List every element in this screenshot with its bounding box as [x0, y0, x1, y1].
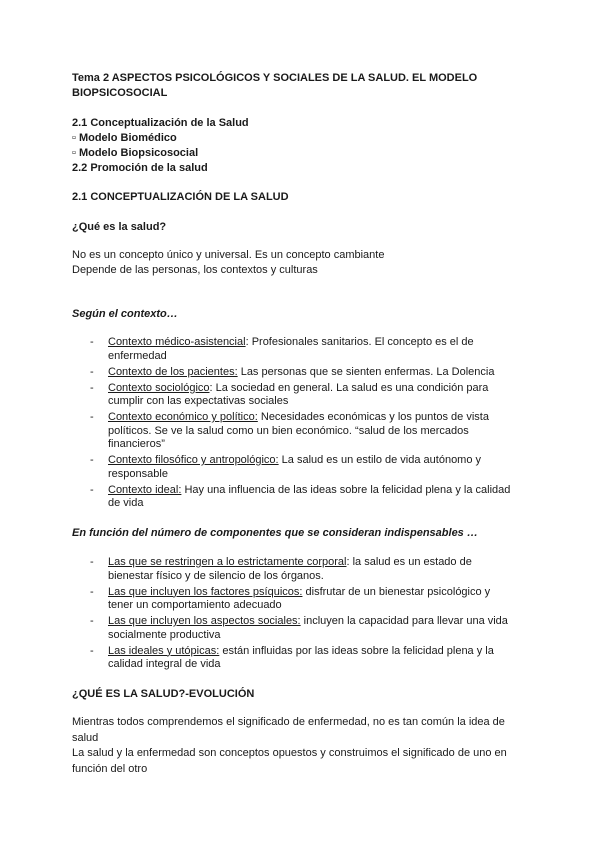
list-item: [72, 615, 512, 642]
dash-bullet: -: [90, 556, 94, 568]
question-heading: ¿Qué es la salud?: [72, 221, 167, 233]
item-text: : La sociedad en general. La salud es una condición para cumplir con las expectativas sociales: [108, 381, 489, 407]
list-item: [72, 411, 512, 452]
item-label: Las que se restringen a lo estrictamente corporal: [108, 556, 347, 568]
item-label: Las ideales y utópicas:: [108, 644, 220, 657]
list-item: [72, 556, 512, 583]
list-item: [72, 484, 512, 511]
item-text: La salud es un estilo de vida autónomo y responsable: [108, 454, 482, 480]
evolution-heading: ¿QUÉ ES LA SALUD?-EVOLUCIÓN: [72, 688, 255, 700]
dash-bullet: -: [90, 483, 94, 496]
item-label: Las que incluyen los factores psíquicos:: [108, 585, 303, 598]
dash-bullet: -: [90, 381, 94, 394]
item-label: Las que incluyen los aspectos sociales:: [108, 615, 301, 627]
item-text: : la salud es un estado de bienestar físico y de silencio de los órganos.: [108, 556, 472, 582]
toc-item: 2.1 Conceptualización de la Salud: [72, 117, 249, 129]
dash-bullet: -: [90, 615, 94, 627]
section-heading: 2.1 CONCEPTUALIZACIÓN DE LA SALUD: [72, 191, 289, 203]
item-label: Contexto de los pacientes:: [108, 365, 238, 378]
item-text: están influidas por las ideas sobre la felicidad plena y la calidad integral de vida: [108, 644, 494, 670]
toc-item: ▫ Modelo Biomédico: [72, 132, 177, 144]
evolution-line: Mientras todos comprendemos el significado de enfermedad, no es tan común la idea de salud: [72, 716, 505, 744]
list-item: [72, 586, 512, 613]
item-text: disfrutar de un bienestar psicológico y tener un comportamiento adecuado: [108, 585, 491, 611]
context-heading: Según el contexto…: [72, 308, 178, 320]
intro-line: Depende de las personas, los contextos y culturas: [72, 264, 318, 276]
list-item: [72, 366, 512, 380]
components-list: [72, 556, 512, 674]
toc-item: 2.2 Promoción de la salud: [72, 162, 208, 174]
list-item: [72, 336, 512, 363]
list-item: [72, 645, 512, 672]
item-text: Hay una influencia de las ideas sobre la felicidad plena y la calidad de vida: [108, 483, 511, 509]
intro-line: No es un concepto único y universal. Es un concepto cambiante: [72, 249, 385, 261]
item-label: Contexto económico y político:: [108, 411, 258, 423]
item-text: : Profesionales sanitarios. El concepto es el de enfermedad: [108, 336, 474, 362]
intro-paragraph: [72, 248, 528, 278]
table-of-contents: [72, 116, 528, 176]
item-label: Contexto filosófico y antropológico:: [108, 454, 279, 466]
item-text: incluyen la capacidad para llevar una vida socialmente productiva: [108, 615, 508, 641]
list-item: [72, 382, 512, 409]
item-label: Contexto sociológico: [108, 381, 210, 394]
item-label: Contexto ideal:: [108, 483, 182, 496]
dash-bullet: -: [90, 365, 94, 378]
dash-bullet: -: [90, 454, 94, 466]
dash-bullet: -: [90, 411, 94, 423]
list-item: [72, 454, 512, 481]
evolution-paragraph: [72, 715, 528, 777]
dash-bullet: -: [90, 644, 94, 657]
document-title: Tema 2 ASPECTOS PSICOLÓGICOS Y SOCIALES DE LA SALUD. EL MODELO BIOPSICOSOCIAL: [72, 72, 478, 99]
context-list: [72, 336, 512, 513]
toc-item: ▫ Modelo Biopsicosocial: [72, 147, 199, 159]
dash-bullet: -: [90, 336, 94, 348]
evolution-line: La salud y la enfermedad son conceptos opuestos y construimos el significado de uno en función del otro: [72, 747, 507, 775]
item-label: Contexto médico-asistencial: [108, 336, 246, 348]
item-text: Las personas que se sienten enfermas. La Dolencia: [237, 365, 495, 378]
dash-bullet: -: [90, 585, 94, 598]
components-heading: En función del número de componentes que se consideran indispensables …: [72, 527, 478, 539]
item-text: Necesidades económicas y los puntos de vista políticos. Se ve la salud como un bien económico. “salud de los mercados financieros”: [108, 411, 489, 450]
